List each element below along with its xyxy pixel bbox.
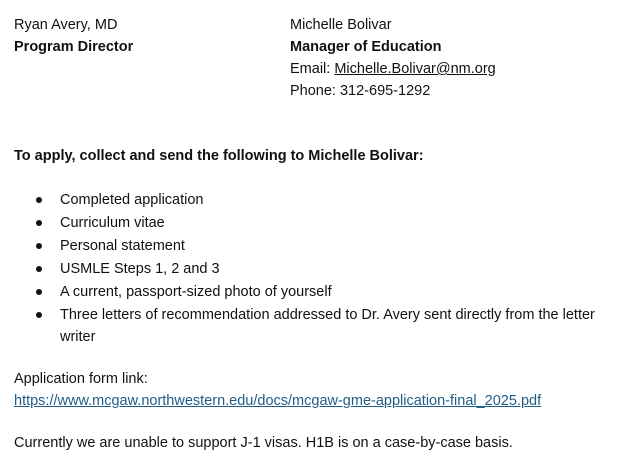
application-form-block	[14, 368, 624, 412]
manager-phone: Phone: 312-695-1292	[290, 83, 431, 99]
requirements-list	[14, 189, 624, 349]
manager-title: Manager of Education	[290, 39, 442, 55]
email-link[interactable]: Michelle.Bolivar@nm.org	[334, 61, 496, 77]
education-manager-contact	[290, 14, 496, 102]
visa-note: Currently we are unable to support J-1 visas. H1B is on a case-by-case basis.	[14, 435, 513, 451]
director-title: Program Director	[14, 39, 134, 55]
requirement-text: Completed application	[60, 192, 204, 208]
requirement-text: A current, passport-sized photo of yourself	[60, 284, 332, 300]
form-link-label: Application form link:	[14, 371, 148, 387]
manager-email-line	[290, 58, 496, 80]
requirement-item	[14, 304, 624, 348]
application-form-link[interactable]: https://www.mcgaw.northwestern.edu/docs/mcgaw-gme-application-final_2025.pdf	[14, 393, 542, 409]
manager-name: Michelle Bolivar	[290, 17, 392, 33]
requirement-item	[14, 281, 624, 303]
requirement-text: Three letters of recommendation addressed to Dr. Avery sent directly from the letter writer	[60, 307, 595, 345]
requirement-item	[14, 235, 624, 257]
contact-block	[14, 14, 624, 102]
bullet-icon	[36, 197, 42, 203]
bullet-icon	[36, 312, 42, 318]
requirement-text: Curriculum vitae	[60, 215, 165, 231]
bullet-icon	[36, 266, 42, 272]
requirement-item	[14, 212, 624, 234]
requirement-text: USMLE Steps 1, 2 and 3	[60, 261, 220, 277]
requirement-item	[14, 189, 624, 211]
bullet-icon	[36, 289, 42, 295]
application-instructions: To apply, collect and send the following to Michelle Bolivar:	[14, 148, 424, 164]
email-label: Email:	[290, 61, 335, 77]
bullet-icon	[36, 220, 42, 226]
director-name: Ryan Avery, MD	[14, 17, 118, 33]
requirement-item	[14, 258, 624, 280]
requirement-text: Personal statement	[60, 238, 185, 254]
program-director-contact	[14, 14, 133, 58]
bullet-icon	[36, 243, 42, 249]
